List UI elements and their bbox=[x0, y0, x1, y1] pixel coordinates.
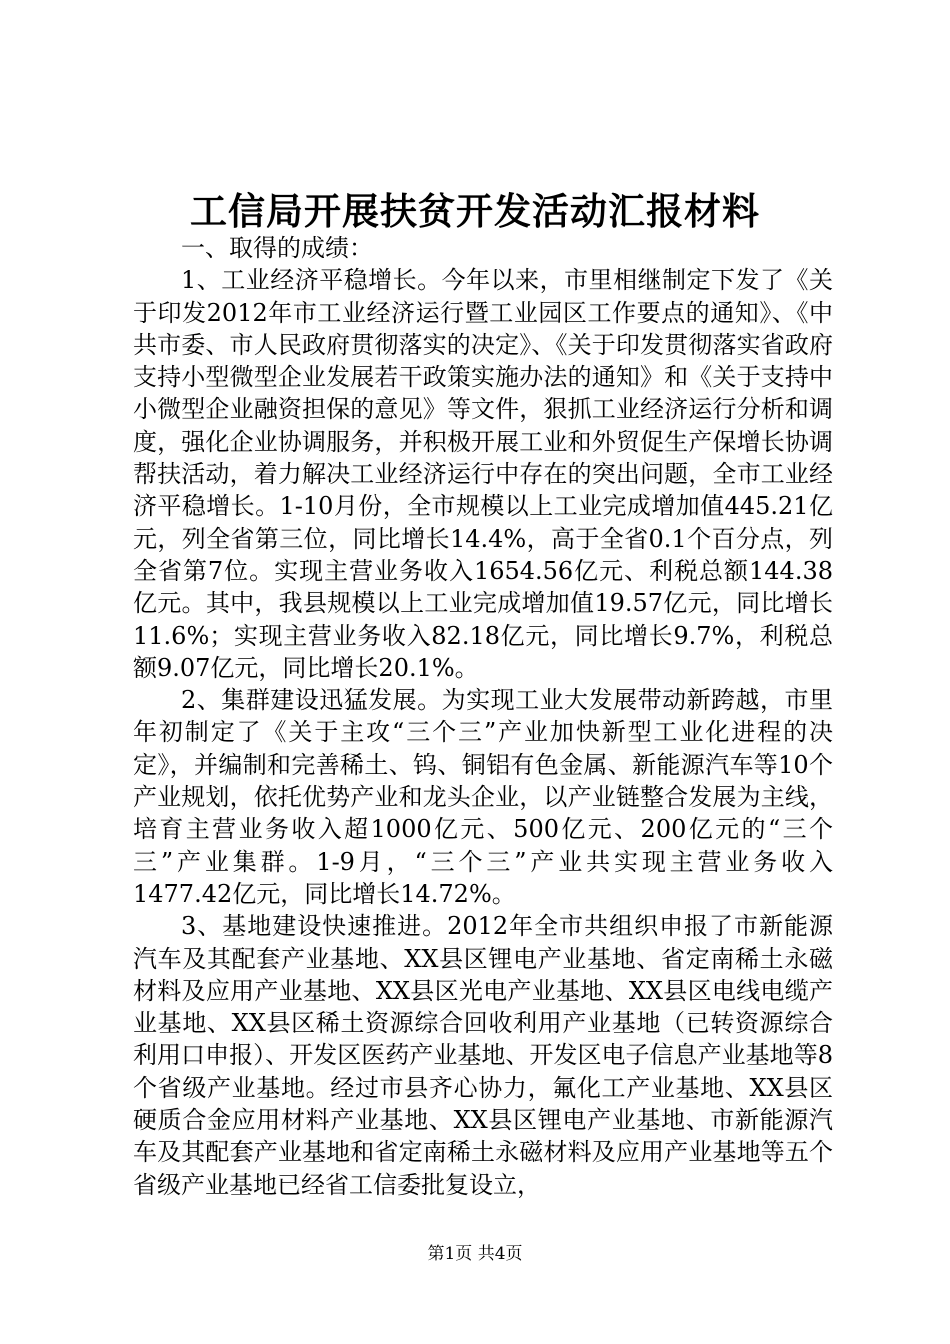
paragraph-base-construction: 3、基地建设快速推进。2012年全市共组织申报了市新能源汽车及其配套产业基地、XX县区锂电产业基地、省定南稀土永磁材料及应用产业基地、XX县区光电产业基地、XX县区电线电缆产业基地、XX县区稀土资源综合回收利用产业基地（已转资源综合利用口申报）、开发区医药产业基地、开发区电子信息产业基地等8个省级产业基地。经过市县齐心协力，氟化工产业基地、XX县区硬质合金应用材料产业基地、XX县区锂电产业基地、市新能源汽车及其配套产业基地和省定南稀土永磁材料及应用产业基地等五个省级产业基地已经省工信委批复设立， bbox=[133, 912, 833, 1199]
paragraph-industrial-growth: 1、工业经济平稳增长。今年以来，市里相继制定下发了《关于印发2012年市工业经济运行暨工业园区工作要点的通知》、《中共市委、市人民政府贯彻落实的决定》、《关于印发贯彻落实省政府支持小型微型企业发展若干政策实施办法的通知》和《关于支持中小微型企业融资担保的意见》等文件，狠抓工业经济运行分析和调度，强化企业协调服务，并积极开展工业和外贸促生产保增长协调帮扶活动，着力解决工业经济运行中存在的突出问题，全市工业经济平稳增长。1-10月份，全市规模以上工业完成增加值445.21亿元，列全省第三位，同比增长14.4%，高于全省0.1个百分点，列全省第7位。实现主营业务收入1654.56亿元、利税总额144.38亿元。其中，我县规模以上工业完成增加值19.57亿元，同比增长11.6%；实现主营业务收入82.18亿元，同比增长9.7%，利税总额9.07亿元，同比增长20.1%。 bbox=[133, 266, 833, 682]
paragraph-cluster-development: 2、集群建设迅猛发展。为实现工业大发展带动新跨越，市里年初制定了《关于主攻“三个三”产业加快新型工业化进程的决定》，并编制和完善稀土、钨、铜铝有色金属、新能源汽车等10个产业规划，依托优势产业和龙头企业，以产业链整合发展为主线，培育主营业务收入超1000亿元、500亿元、200亿元的“三个三”产业集群。1-9月，“三个三”产业共实现主营业务收入1477.42亿元，同比增长14.72%。 bbox=[133, 686, 833, 908]
document-title: 工信局开展扶贫开发活动汇报材料 bbox=[190, 189, 760, 233]
document-body bbox=[133, 232, 833, 1201]
page-footer: 第1页 共4页 bbox=[427, 1244, 523, 1264]
section-heading: 一、取得的成绩： bbox=[181, 234, 373, 262]
